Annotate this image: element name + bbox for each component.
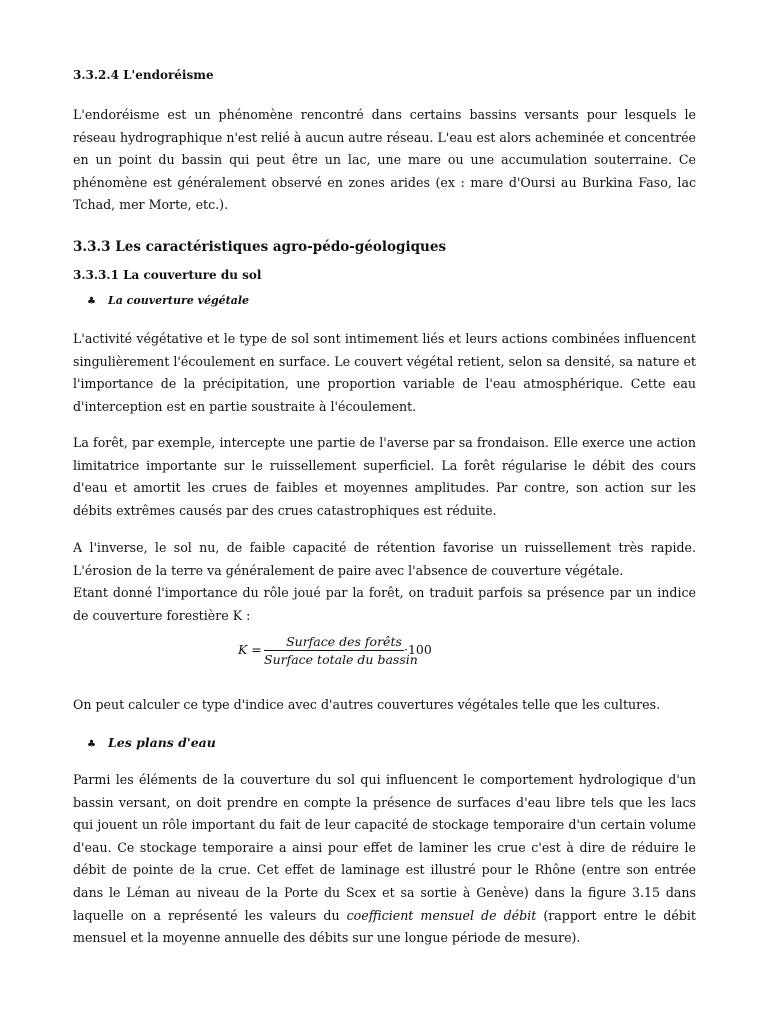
bullet-plans-d-eau: [87, 735, 216, 750]
section-title-couverture-du-sol: 3.3.3.1 La couverture du sol: [73, 268, 262, 282]
paragraph-endoreisme: L'endoréisme est un phénomène rencontré dans certains bassins versants pour lesquels le réseau hydrographique n'est relié à aucun autre réseau. L'eau est alors acheminée et concentrée en un point du bassin qui peut être un lac, une mare ou une accumulation souterraine. Ce phénomène est généralement observé en zones arides (ex : mare d'Oursi au Burkina Faso, lac Tchad, mer Morte, etc.).: [73, 107, 696, 213]
fraction-bar: [264, 650, 404, 651]
section-title-endoreisme: 3.3.2.4 L'endoréisme: [73, 68, 214, 82]
formula-numerator: Surface des forêts: [286, 634, 402, 649]
paragraph-activite-vegetative: L'activité végétative et le type de sol sont intimement liés et leurs actions combinées influencent singulièrement l'écoulement en surface. Le couvert végétal retient, selon sa densité, sa nature et l'importance de la précipitation, une proportion variable de l'eau atmosphérique. Cette eau d'interception est en partie soustraite à l'écoulement.: [73, 331, 696, 414]
club-bullet-icon: ♣: [87, 296, 96, 307]
italic-term: coefficient mensuel de débit: [346, 907, 537, 923]
club-bullet-icon: ♣: [87, 739, 96, 750]
paragraph-foret: La forêt, par exemple, intercepte une partie de l'averse par sa frondaison. Elle exerce une action limitatrice importante sur le ruissellement superficiel. La forêt régularise le débit des cours d'eau et amortit les crues de faibles et moyennes amplitudes. Par contre, son action sur les débits extrêmes causés par des crues catastrophiques est réduite.: [73, 435, 696, 518]
paragraph-autres-couvertures: On peut calculer ce type d'indice avec d'autres couvertures végétales telle que les cultures.: [73, 697, 661, 712]
formula-lhs: K =: [238, 642, 262, 657]
paragraph-text: Parmi les éléments de la couverture du sol qui influencent le comportement hydrologique d'un bassin versant, on doit prendre en compte la présence de surfaces d'eau libre tels que les lacs qui jouent un rôle important du fait de leur capacité de stockage temporaire d'un certain volume d'eau. Ce stockage temporaire a ainsi pour effet de laminer les crue c'est à dire de réduire le débit de pointe de la crue. Cet effet de laminage est illustré pour le Rhône (entre son entrée dans le Léman au niveau de la Porte du Scex et sa sortie à Genève) dans la figure 3.15 dans laquelle on a représenté les valeurs du: [73, 772, 696, 923]
bullet-label: Les plans d'eau: [107, 735, 216, 750]
paragraph-text: (rapport entre le débit mensuel et la moyenne annuelle des débits sur une longue période de mesure).: [73, 907, 696, 946]
paragraph-indice-foret: Etant donné l'importance du rôle joué par la forêt, on traduit parfois sa présence par un indice de couverture forestière K :: [73, 585, 696, 623]
bullet-label: La couverture végétale: [107, 294, 250, 307]
formula-multiplier: ·100: [404, 642, 432, 657]
bullet-couverture-vegetale: [87, 294, 249, 307]
paragraph-sol-nu: A l'inverse, le sol nu, de faible capacité de rétention favorise un ruissellement très rapide. L'érosion de la terre va généralement de paire avec l'absence de couverture végétale.: [73, 540, 696, 578]
formula-denominator: Surface totale du bassin: [264, 652, 418, 667]
paragraph-plans-d-eau: [73, 769, 696, 950]
section-title-agro-pedo-geologiques: 3.3.3 Les caractéristiques agro-pédo-géologiques: [73, 239, 447, 255]
